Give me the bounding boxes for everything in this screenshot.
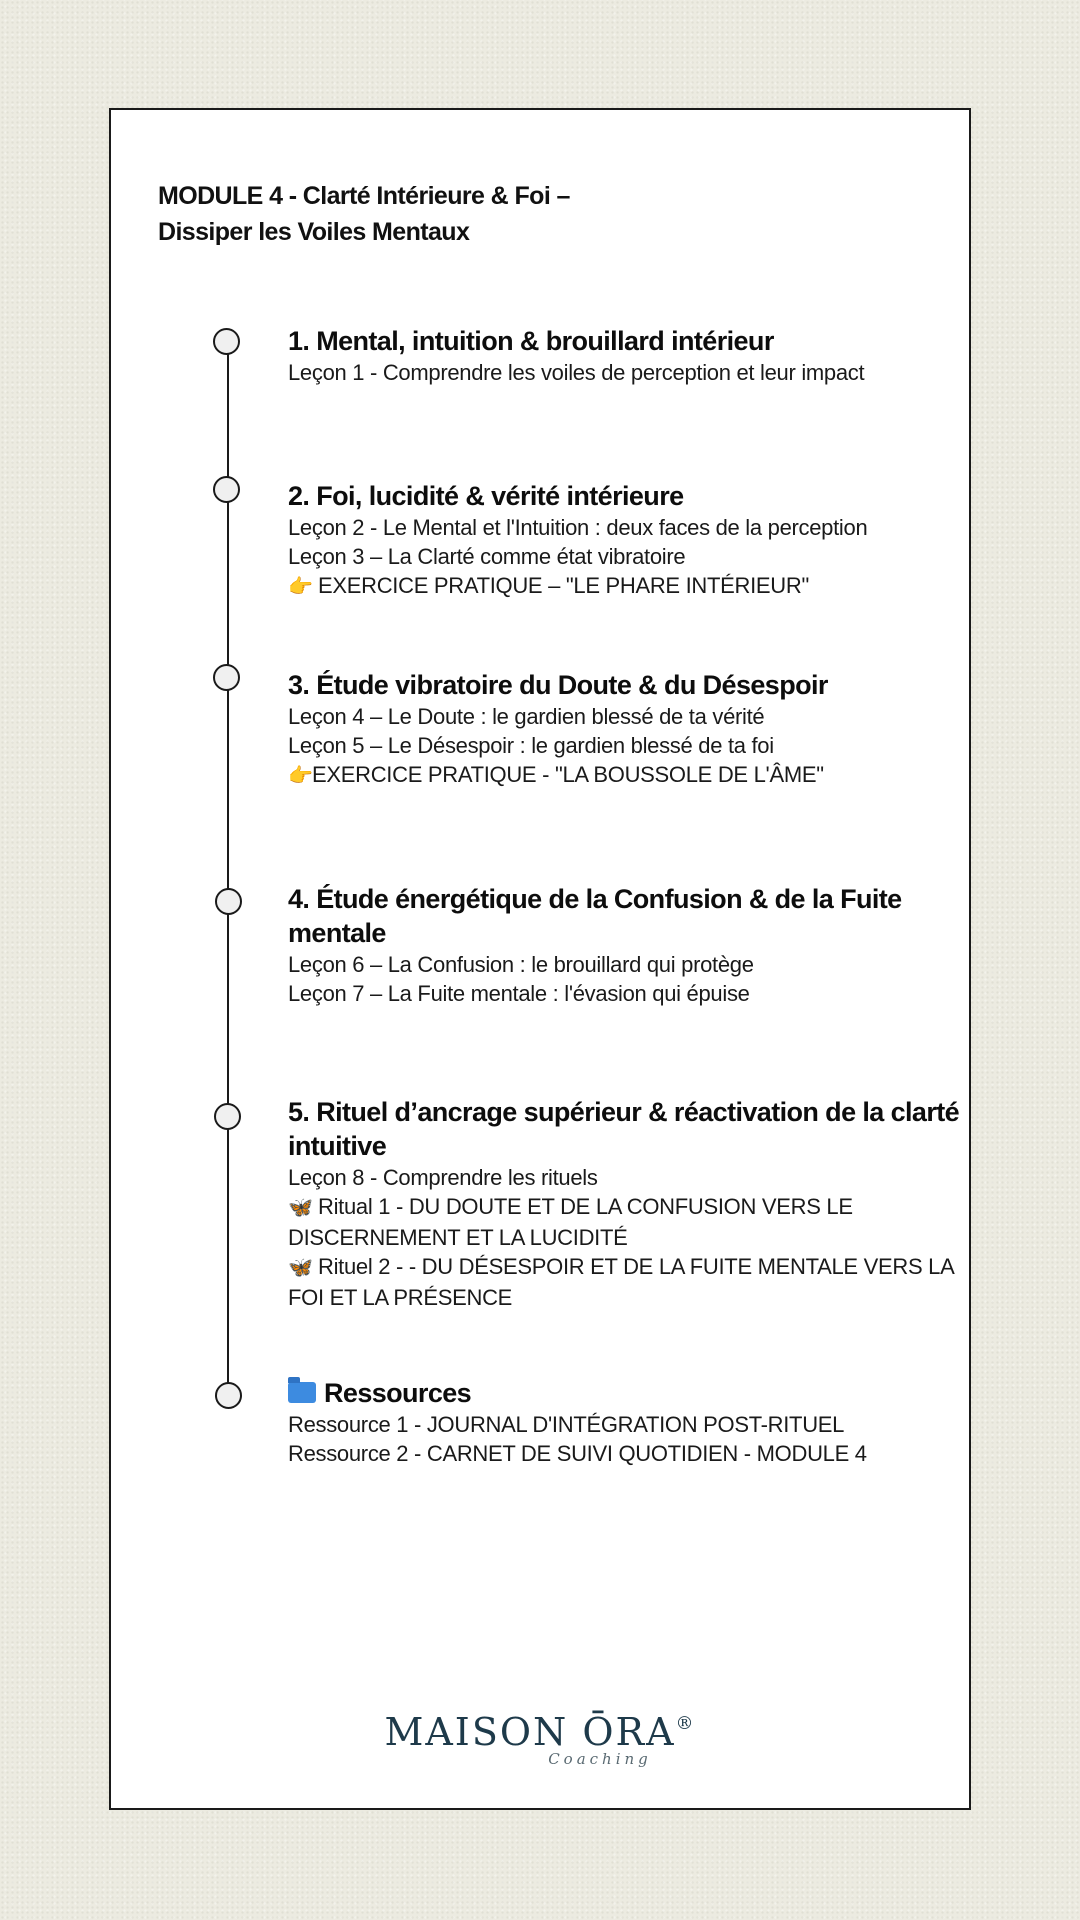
section-title: 5. Rituel d’ancrage supérieur & réactivation de la clarté intuitive — [288, 1097, 960, 1161]
ritual-label: Rituel 2 - - DU DÉSESPOIR ET DE LA FUITE MENTALE VERS LA FOI ET LA PRÉSENCE — [288, 1254, 954, 1310]
brand-logo — [360, 1710, 720, 1768]
folder-icon — [288, 1382, 316, 1403]
timeline-node-2 — [213, 476, 240, 503]
pointing-hand-icon: 👉 — [288, 576, 313, 598]
section-rituel-ancrage — [288, 1095, 978, 1312]
brand-name: MAISON ŌRA — [384, 1710, 676, 1754]
brand-name-row — [360, 1710, 720, 1754]
section-title: 3. Étude vibratoire du Doute & du Désespoir — [288, 670, 828, 700]
timeline-node-6 — [215, 1382, 242, 1409]
timeline-node-5 — [214, 1103, 241, 1130]
exercise-label: EXERCICE PRATIQUE – "LE PHARE INTÉRIEUR" — [318, 573, 809, 598]
lesson-1[interactable]: Leçon 1 - Comprendre les voiles de perception et leur impact — [288, 360, 865, 385]
section-confusion-fuite — [288, 882, 978, 1008]
section-foi-lucidite — [288, 479, 978, 602]
section-title: 2. Foi, lucidité & vérité intérieure — [288, 481, 684, 511]
timeline-node-4 — [215, 888, 242, 915]
section-title-row — [288, 1376, 978, 1410]
section-title: Ressources — [324, 1378, 472, 1408]
lesson-5[interactable]: Leçon 5 – Le Désespoir : le gardien blessé de ta foi — [288, 733, 774, 758]
ritual-1[interactable] — [288, 1192, 978, 1252]
section-title: 4. Étude énergétique de la Confusion & de la Fuite mentale — [288, 884, 902, 948]
lesson-7[interactable]: Leçon 7 – La Fuite mentale : l'évasion qui épuise — [288, 981, 750, 1006]
resource-1[interactable]: Ressource 1 - JOURNAL D'INTÉGRATION POST-RITUEL — [288, 1412, 845, 1437]
lesson-4[interactable]: Leçon 4 – Le Doute : le gardien blessé de ta vérité — [288, 704, 765, 729]
lesson-3[interactable]: Leçon 3 – La Clarté comme état vibratoire — [288, 544, 686, 569]
lesson-6[interactable]: Leçon 6 – La Confusion : le brouillard qui protège — [288, 952, 754, 977]
exercise-boussole-ame[interactable] — [288, 760, 978, 791]
section-mental-intuition — [288, 324, 978, 387]
lesson-8[interactable]: Leçon 8 - Comprendre les rituels — [288, 1165, 598, 1190]
timeline-node-3 — [213, 664, 240, 691]
module-title-line-1: MODULE 4 - Clarté Intérieure & Foi – — [158, 182, 570, 210]
brand-tagline: Coaching — [548, 1750, 652, 1768]
module-title-line-2: Dissiper les Voiles Mentaux — [158, 218, 470, 246]
section-ressources — [288, 1376, 978, 1468]
exercise-label: EXERCICE PRATIQUE - "LA BOUSSOLE DE L'ÂME" — [312, 762, 824, 787]
registered-mark: ® — [675, 1713, 696, 1734]
module-title — [158, 178, 570, 250]
lesson-2[interactable]: Leçon 2 - Le Mental et l'Intuition : deux faces de la perception — [288, 515, 868, 540]
butterfly-icon: 🦋 — [288, 1197, 313, 1219]
timeline-node-1 — [213, 328, 240, 355]
exercise-phare-interieur[interactable] — [288, 571, 978, 602]
ritual-label: Ritual 1 - DU DOUTE ET DE LA CONFUSION VERS LE DISCERNEMENT ET LA LUCIDITÉ — [288, 1194, 853, 1250]
section-title: 1. Mental, intuition & brouillard intérieur — [288, 326, 774, 356]
butterfly-icon: 🦋 — [288, 1257, 313, 1279]
ritual-2[interactable] — [288, 1252, 978, 1312]
section-doute-desespoir — [288, 668, 978, 791]
pointing-hand-icon: 👉 — [288, 765, 313, 787]
resource-2[interactable]: Ressource 2 - CARNET DE SUIVI QUOTIDIEN - MODULE 4 — [288, 1441, 867, 1466]
